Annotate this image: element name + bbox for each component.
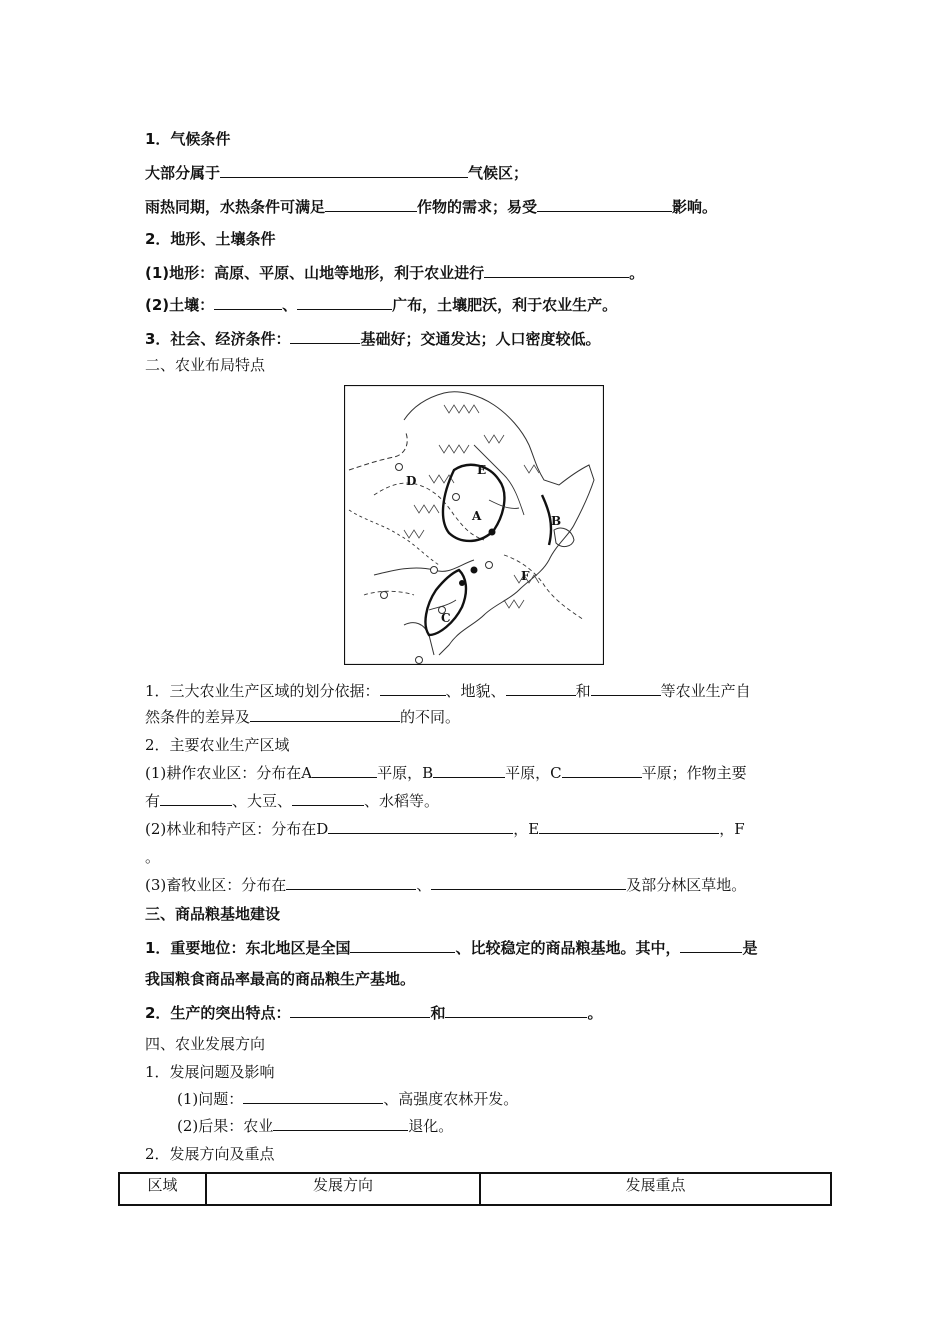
fill-blank[interactable] <box>431 874 626 890</box>
terrain-title: 2．地形、土壤条件 <box>145 230 276 248</box>
northeast-map <box>344 385 604 665</box>
feature-line <box>145 1002 602 1023</box>
text: 雨热同期，水热条件可满足 <box>145 198 326 216</box>
main-regions-title: 2．主要农业生产区域 <box>145 736 290 754</box>
forestry-line-2: 。 <box>145 848 161 866</box>
fill-blank[interactable] <box>328 818 513 834</box>
fill-blank[interactable] <box>350 937 455 953</box>
text: 有 <box>145 792 161 810</box>
climate-title: 1．气候条件 <box>145 130 231 148</box>
fill-blank[interactable] <box>325 196 417 212</box>
fill-blank[interactable] <box>290 328 360 344</box>
social-line <box>145 328 600 349</box>
text: 、比较稳定的商品粮基地。其中， <box>455 939 681 957</box>
farming-line-1 <box>145 762 747 783</box>
text: 、 <box>416 876 432 894</box>
text: 的不同。 <box>400 708 461 726</box>
status-line-1 <box>145 937 757 958</box>
text: ，F <box>719 820 745 838</box>
climate-line-2 <box>145 196 717 217</box>
text: 、 <box>282 296 298 314</box>
text: 1．三大农业生产区域的划分依据： <box>145 682 380 700</box>
fill-blank[interactable] <box>214 294 282 310</box>
basis-line-1 <box>145 680 751 701</box>
farming-line-2 <box>145 790 439 811</box>
text: 平原；作物主要 <box>641 764 747 782</box>
fill-blank[interactable] <box>220 162 468 178</box>
fill-blank[interactable] <box>250 706 400 722</box>
text: 广布，土壤肥沃，利于农业生产。 <box>392 296 618 314</box>
terrain-line <box>145 262 644 283</box>
text: 是 <box>742 939 758 957</box>
text: (1)地形：高原、平原、山地等地形，利于农业进行 <box>145 264 485 282</box>
status-line-2: 我国粮食商品率最高的商品粮生产基地。 <box>145 970 416 988</box>
fill-blank[interactable] <box>591 680 661 696</box>
issues-title: 1．发展问题及影响 <box>145 1063 275 1081</box>
section-4-heading: 四、农业发展方向 <box>145 1035 266 1053</box>
fill-blank[interactable] <box>273 1115 408 1131</box>
direction-title: 2．发展方向及重点 <box>145 1145 275 1163</box>
map-label-f: F <box>521 569 530 583</box>
map-label-e: E <box>477 463 487 477</box>
fill-blank[interactable] <box>160 790 232 806</box>
fill-blank[interactable] <box>506 680 576 696</box>
text: 3．社会、经济条件： <box>145 330 291 348</box>
pasture-line <box>145 874 746 895</box>
text: 、地貌、 <box>445 682 506 700</box>
text: (2)土壤： <box>145 296 215 314</box>
text: (2)后果：农业 <box>177 1117 274 1135</box>
text: 1．重要地位：东北地区是全国 <box>145 939 351 957</box>
fill-blank[interactable] <box>297 294 392 310</box>
basis-line-2 <box>145 706 460 727</box>
table-header-region: 区域 <box>119 1173 206 1205</box>
text: 大部分属于 <box>145 164 221 182</box>
text: 等农业生产自 <box>660 682 751 700</box>
table-header-direction: 发展方向 <box>206 1173 480 1205</box>
fill-blank[interactable] <box>380 680 446 696</box>
table-row <box>119 1173 831 1205</box>
fill-blank[interactable] <box>290 1002 430 1018</box>
section-3-heading: 三、商品粮基地建设 <box>145 905 281 923</box>
result-line <box>177 1115 453 1136</box>
soil-line <box>145 294 617 315</box>
map-label-b: B <box>551 514 562 528</box>
text: 平原，C <box>505 764 562 782</box>
section-2-heading: 二、农业布局特点 <box>145 356 266 374</box>
text: 。 <box>629 264 645 282</box>
text: 平原，B <box>377 764 434 782</box>
text: 和 <box>575 682 591 700</box>
text: 然条件的差异及 <box>145 708 251 726</box>
map-label-a: A <box>472 509 482 523</box>
text: 。 <box>587 1004 603 1022</box>
text: (3)畜牧业区：分布在 <box>145 876 287 894</box>
climate-line-1 <box>145 162 528 183</box>
fill-blank[interactable] <box>539 818 719 834</box>
text: ，E <box>513 820 540 838</box>
text: 基础好；交通发达；人口密度较低。 <box>360 330 601 348</box>
map-label-d: D <box>406 474 417 488</box>
fill-blank[interactable] <box>445 1002 587 1018</box>
text: 、水稻等。 <box>364 792 440 810</box>
fill-blank[interactable] <box>243 1088 383 1104</box>
text: 、大豆、 <box>232 792 293 810</box>
text: 退化。 <box>408 1117 454 1135</box>
map-label-c: C <box>441 611 451 625</box>
fill-blank[interactable] <box>484 262 629 278</box>
text: (2)林业和特产区：分布在D <box>145 820 329 838</box>
text: 、高强度农林开发。 <box>383 1090 519 1108</box>
text: (1)耕作农业区：分布在A <box>145 764 313 782</box>
fill-blank[interactable] <box>680 937 742 953</box>
text: 和 <box>430 1004 446 1022</box>
development-table <box>118 1172 832 1206</box>
fill-blank[interactable] <box>562 762 642 778</box>
fill-blank[interactable] <box>537 196 672 212</box>
fill-blank[interactable] <box>433 762 505 778</box>
fill-blank[interactable] <box>286 874 416 890</box>
table-header-focus: 发展重点 <box>480 1173 831 1205</box>
text: 气候区； <box>468 164 529 182</box>
text: 影响。 <box>672 198 718 216</box>
forestry-line-1 <box>145 818 745 839</box>
text: 作物的需求；易受 <box>417 198 538 216</box>
issue-line <box>177 1088 518 1109</box>
text: (1)问题： <box>177 1090 244 1108</box>
text: 及部分林区草地。 <box>626 876 747 894</box>
fill-blank[interactable] <box>292 790 364 806</box>
text: 2．生产的突出特点： <box>145 1004 291 1022</box>
fill-blank[interactable] <box>312 762 377 778</box>
